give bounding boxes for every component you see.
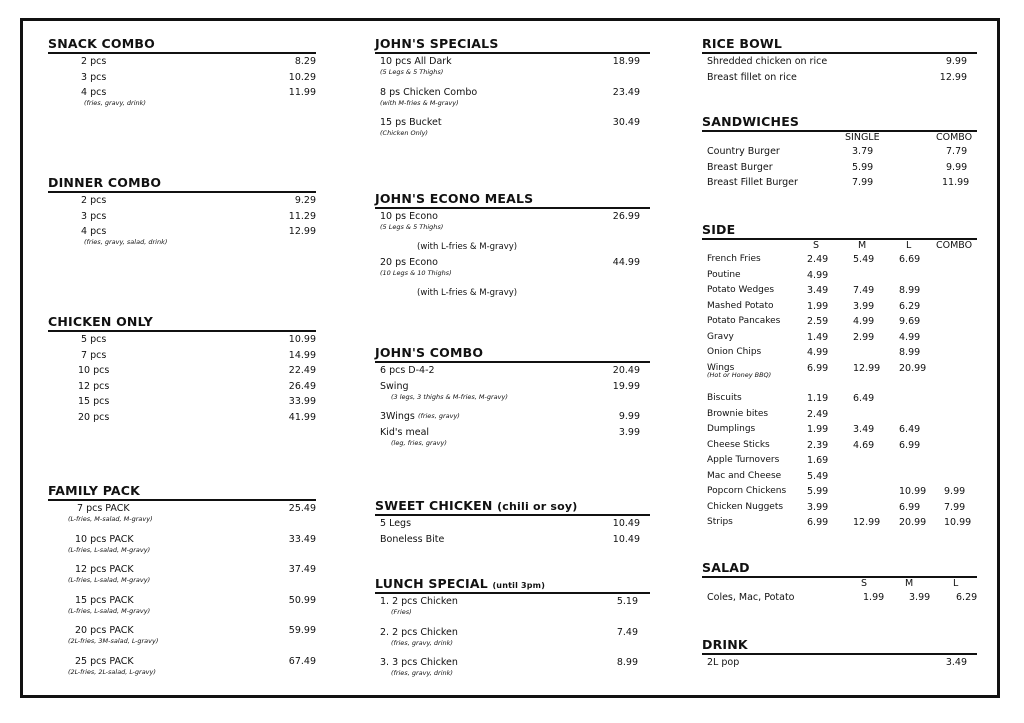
sweet-chicken-section bbox=[375, 498, 650, 547]
item-price: 25.49 bbox=[288, 503, 316, 514]
item-price: 18.99 bbox=[612, 56, 640, 67]
price-medium: 3.99 bbox=[909, 592, 931, 603]
item-name: 12 pcs PACK bbox=[75, 564, 134, 575]
item-name: Coles, Mac, Potato bbox=[707, 592, 795, 603]
item-name: Kid's meal bbox=[380, 426, 430, 438]
item-price: 10.99 bbox=[288, 334, 316, 345]
item-price: 9.99 bbox=[618, 411, 640, 422]
list-item bbox=[48, 224, 316, 255]
item-name: Potato Pancakes bbox=[707, 316, 781, 326]
item-price: 33.99 bbox=[288, 396, 316, 407]
column-header: SINGLE bbox=[845, 132, 880, 143]
list-item bbox=[375, 286, 650, 302]
item-with-note: (with L-fries & M-gravy) bbox=[417, 287, 518, 298]
list-item bbox=[702, 268, 977, 284]
list-item bbox=[48, 85, 316, 116]
item-price: 44.99 bbox=[612, 257, 640, 268]
section-subtitle: (until 3pm) bbox=[492, 581, 546, 590]
price-s: 4.99 bbox=[807, 347, 829, 358]
section-title: CHICKEN ONLY bbox=[48, 314, 316, 332]
price-m: 5.49 bbox=[853, 254, 875, 265]
item-note: (L-fries, M-salad, M-gravy) bbox=[68, 515, 153, 523]
item-price: 26.49 bbox=[288, 380, 316, 392]
item-name: 2. 2 pcs Chicken bbox=[380, 626, 458, 638]
list-item bbox=[48, 410, 316, 426]
list-item bbox=[48, 501, 316, 532]
list-item bbox=[702, 407, 977, 423]
list-item bbox=[48, 363, 316, 379]
column-header: M bbox=[905, 578, 914, 589]
list-item bbox=[375, 594, 650, 625]
price-l: 20.99 bbox=[899, 517, 927, 528]
list-item bbox=[375, 516, 650, 532]
list-item bbox=[375, 255, 650, 286]
item-price: 3.99 bbox=[618, 426, 640, 438]
price-combo: 10.99 bbox=[944, 517, 972, 528]
list-item bbox=[375, 363, 650, 379]
list-item bbox=[702, 70, 977, 86]
list-item bbox=[375, 655, 650, 686]
price-combo: 9.99 bbox=[944, 486, 966, 497]
item-price: 10.49 bbox=[612, 533, 640, 545]
side-list bbox=[702, 252, 977, 531]
item-name: Onion Chips bbox=[707, 347, 762, 357]
list-item bbox=[375, 379, 650, 410]
item-note: (5 Legs & 5 Thighs) bbox=[380, 68, 444, 76]
item-price: 3.49 bbox=[945, 657, 967, 668]
list-item bbox=[702, 175, 977, 191]
item-price: 14.99 bbox=[288, 349, 316, 361]
price-s: 5.99 bbox=[807, 486, 829, 497]
list-item bbox=[48, 379, 316, 395]
section-title: JOHN'S COMBO bbox=[375, 345, 650, 363]
item-price: 7.49 bbox=[616, 626, 638, 638]
item-price: 26.99 bbox=[612, 211, 640, 222]
price-s: 2.59 bbox=[807, 316, 829, 327]
item-name: 3 pcs bbox=[81, 71, 107, 83]
lunch-special-section bbox=[375, 576, 650, 686]
item-name: Boneless Bite bbox=[380, 533, 445, 545]
item-name: 10 pcs All Dark bbox=[380, 56, 452, 67]
section-title bbox=[375, 576, 650, 594]
price-single: 7.99 bbox=[852, 177, 874, 188]
list-item bbox=[375, 209, 650, 240]
item-with-note: (with L-fries & M-gravy) bbox=[417, 241, 518, 252]
item-note: (L-fries, L-salad, M-gravy) bbox=[68, 606, 151, 615]
item-name: Strips bbox=[707, 517, 733, 527]
item-price: 12.99 bbox=[939, 71, 967, 83]
item-note: (fries, gravy, drink) bbox=[391, 669, 453, 677]
list-item bbox=[702, 655, 977, 671]
list-item bbox=[48, 623, 316, 654]
item-note: (10 Legs & 10 Thighs) bbox=[380, 269, 452, 277]
column-header: COMBO bbox=[936, 132, 973, 143]
column-header: M bbox=[858, 240, 867, 251]
item-name: Country Burger bbox=[707, 146, 780, 157]
price-l: 9.69 bbox=[899, 316, 921, 327]
item-name: Gravy bbox=[707, 331, 734, 342]
list-item bbox=[702, 391, 977, 407]
price-s: 5.49 bbox=[807, 470, 829, 482]
item-note: (2L-fries, 3M-salad, L-gravy) bbox=[68, 637, 159, 645]
price-m: 4.99 bbox=[853, 316, 875, 327]
item-note: (leg, fries, gravy) bbox=[391, 438, 447, 447]
item-name: 15 pcs PACK bbox=[75, 594, 134, 606]
column-header: S bbox=[861, 578, 868, 589]
item-price: 11.29 bbox=[288, 210, 316, 222]
chicken-only-section bbox=[48, 314, 316, 425]
price-m: 2.99 bbox=[853, 331, 875, 343]
price-s: 6.99 bbox=[807, 517, 829, 528]
section-title: DRINK bbox=[702, 637, 977, 655]
column-header: L bbox=[953, 578, 959, 589]
item-note: (fries, gravy, drink) bbox=[84, 99, 146, 107]
list-item bbox=[375, 85, 650, 116]
item-name: 2 pcs bbox=[81, 56, 107, 67]
price-l: 20.99 bbox=[899, 362, 927, 374]
johns-econo-section bbox=[375, 191, 650, 301]
price-combo: 7.79 bbox=[946, 146, 968, 157]
item-price: 30.49 bbox=[612, 117, 640, 128]
list-item bbox=[702, 515, 977, 531]
section-title-text: LUNCH SPECIAL bbox=[375, 576, 488, 591]
item-price: 41.99 bbox=[288, 411, 316, 423]
item-note: (with M-fries & M-gravy) bbox=[380, 98, 459, 107]
price-l: 4.99 bbox=[899, 331, 921, 343]
list-item bbox=[375, 409, 650, 425]
list-item bbox=[702, 54, 977, 70]
item-name: 10 pcs bbox=[78, 365, 110, 376]
list-item bbox=[702, 330, 977, 346]
family-pack-section bbox=[48, 483, 316, 684]
item-name: Breast Burger bbox=[707, 161, 773, 173]
item-price: 33.49 bbox=[288, 533, 316, 545]
list-item bbox=[375, 54, 650, 85]
price-combo: 9.99 bbox=[946, 161, 968, 173]
price-s: 1.99 bbox=[807, 300, 829, 312]
list-item bbox=[702, 484, 977, 500]
item-name: Biscuits bbox=[707, 393, 742, 403]
price-s: 1.69 bbox=[807, 455, 829, 466]
item-name: 25 pcs PACK bbox=[75, 655, 134, 667]
item-name: 2 pcs bbox=[81, 195, 107, 206]
item-note: (2L-fries, 2L-salad, L-gravy) bbox=[68, 667, 156, 676]
list-item bbox=[48, 54, 316, 70]
price-s: 6.99 bbox=[807, 362, 829, 374]
section-title: JOHN'S SPECIALS bbox=[375, 36, 650, 54]
item-price: 50.99 bbox=[288, 594, 316, 606]
item-price: 8.99 bbox=[616, 657, 638, 668]
item-name: 3Wings bbox=[380, 411, 415, 422]
item-name: Wings bbox=[707, 362, 735, 373]
item-price: 10.29 bbox=[288, 71, 316, 83]
column-headers bbox=[702, 578, 977, 590]
price-l: 6.69 bbox=[899, 254, 921, 265]
price-l: 10.99 bbox=[899, 486, 927, 497]
item-name: 3 pcs bbox=[81, 210, 107, 222]
item-price: 59.99 bbox=[288, 625, 316, 636]
item-price: 9.99 bbox=[945, 56, 967, 67]
list-item bbox=[48, 562, 316, 593]
salad-section bbox=[702, 560, 977, 606]
item-name: French Fries bbox=[707, 254, 761, 264]
list-item bbox=[702, 469, 977, 485]
section-title: SIDE bbox=[702, 222, 977, 240]
section-title bbox=[375, 498, 650, 516]
item-name: 10 ps Econo bbox=[380, 211, 438, 222]
section-title: SALAD bbox=[702, 560, 977, 578]
price-m: 3.49 bbox=[853, 424, 875, 435]
item-name: 2L pop bbox=[707, 657, 740, 668]
price-m: 6.49 bbox=[853, 393, 875, 404]
item-price: 11.99 bbox=[288, 87, 316, 98]
price-combo: 11.99 bbox=[942, 177, 970, 188]
item-note: (3 legs, 3 thighs & M-fries, M-gravy) bbox=[391, 392, 508, 401]
item-name: 5 pcs bbox=[81, 334, 107, 345]
column-header: COMBO bbox=[936, 240, 973, 251]
item-note: (5 Legs & 5 Thighs) bbox=[380, 223, 444, 231]
item-name: 10 pcs PACK bbox=[75, 533, 134, 545]
price-s: 3.99 bbox=[807, 501, 829, 513]
price-s: 2.39 bbox=[807, 439, 829, 451]
item-name: Apple Turnovers bbox=[707, 455, 780, 465]
list-item bbox=[702, 299, 977, 315]
price-m: 7.49 bbox=[853, 285, 875, 296]
list-item bbox=[375, 532, 650, 548]
sandwiches-section bbox=[702, 114, 977, 191]
snack-combo-section bbox=[48, 36, 316, 116]
item-name: Breast Fillet Burger bbox=[707, 177, 798, 188]
item-price: 10.49 bbox=[612, 518, 640, 529]
column-headers bbox=[702, 240, 977, 252]
price-l: 6.29 bbox=[899, 300, 921, 312]
item-name: 4 pcs bbox=[81, 226, 107, 237]
item-name: Poutine bbox=[707, 269, 741, 280]
section-title: RICE BOWL bbox=[702, 36, 977, 54]
section-title: FAMILY PACK bbox=[48, 483, 316, 501]
price-s: 3.49 bbox=[807, 285, 829, 296]
list-item bbox=[48, 332, 316, 348]
item-name: 6 pcs D-4-2 bbox=[380, 365, 435, 376]
price-l: 8.99 bbox=[899, 347, 921, 358]
price-s: 1.99 bbox=[807, 424, 829, 435]
item-name: 3. 3 pcs Chicken bbox=[380, 657, 458, 668]
section-subtitle: (chili or soy) bbox=[497, 500, 578, 513]
list-item bbox=[375, 425, 650, 456]
item-name: 1. 2 pcs Chicken bbox=[380, 596, 458, 607]
item-price: 8.29 bbox=[294, 56, 316, 67]
list-item bbox=[702, 252, 977, 268]
price-l: 6.99 bbox=[899, 501, 921, 513]
item-price: 37.49 bbox=[288, 564, 316, 575]
list-item bbox=[702, 422, 977, 438]
item-name: 20 pcs PACK bbox=[75, 625, 134, 636]
price-s: 4.99 bbox=[807, 269, 829, 281]
item-name: 20 ps Econo bbox=[380, 257, 438, 268]
column-header: S bbox=[813, 240, 820, 251]
item-note: (Fries) bbox=[391, 608, 412, 616]
item-name: 8 ps Chicken Combo bbox=[380, 86, 478, 98]
list-item bbox=[702, 160, 977, 176]
item-name: 4 pcs bbox=[81, 87, 107, 98]
item-name: Mashed Potato bbox=[707, 300, 774, 311]
item-name: Swing bbox=[380, 380, 409, 392]
item-name: 12 pcs bbox=[78, 380, 110, 392]
item-name: 7 pcs bbox=[81, 349, 107, 361]
item-note: (L-fries, L-salad, M-gravy) bbox=[68, 545, 151, 554]
list-item bbox=[702, 361, 977, 392]
price-l: 8.99 bbox=[899, 285, 921, 296]
price-l: 6.99 bbox=[899, 439, 921, 451]
price-m: 3.99 bbox=[853, 300, 875, 312]
list-item bbox=[702, 500, 977, 516]
item-price: 12.99 bbox=[288, 226, 316, 237]
list-item bbox=[702, 144, 977, 160]
list-item bbox=[48, 654, 316, 685]
price-small: 1.99 bbox=[863, 592, 885, 603]
item-name: Chicken Nuggets bbox=[707, 501, 784, 512]
price-s: 1.19 bbox=[807, 393, 829, 404]
section-title: JOHN'S ECONO MEALS bbox=[375, 191, 650, 209]
price-s: 2.49 bbox=[807, 408, 829, 420]
list-item bbox=[48, 70, 316, 86]
section-title: SANDWICHES bbox=[702, 114, 977, 132]
price-s: 1.49 bbox=[807, 331, 829, 343]
list-item bbox=[48, 193, 316, 209]
list-item bbox=[48, 532, 316, 563]
price-single: 5.99 bbox=[852, 161, 874, 173]
item-name: Dumplings bbox=[707, 424, 756, 434]
list-item bbox=[702, 453, 977, 469]
item-price: 5.19 bbox=[616, 596, 638, 607]
list-item bbox=[375, 625, 650, 656]
list-item bbox=[375, 115, 650, 146]
list-item bbox=[702, 438, 977, 454]
item-price: 67.49 bbox=[288, 655, 316, 667]
list-item bbox=[702, 283, 977, 299]
item-name: Popcorn Chickens bbox=[707, 486, 787, 496]
item-name: Shredded chicken on rice bbox=[707, 56, 828, 67]
section-title-text: SWEET CHICKEN bbox=[375, 498, 493, 513]
column-header: L bbox=[906, 240, 912, 251]
item-note: (fries, gravy, salad, drink) bbox=[84, 238, 168, 246]
item-price: 20.49 bbox=[612, 365, 640, 376]
item-note: (L-fries, L-salad, M-gravy) bbox=[68, 576, 151, 584]
list-item bbox=[702, 345, 977, 361]
drink-section bbox=[702, 637, 977, 671]
section-title: DINNER COMBO bbox=[48, 175, 316, 193]
item-price: 22.49 bbox=[288, 365, 316, 376]
dinner-combo-section bbox=[48, 175, 316, 255]
price-m: 4.69 bbox=[853, 439, 875, 451]
rice-bowl-section bbox=[702, 36, 977, 85]
price-l: 6.49 bbox=[899, 424, 921, 435]
list-item bbox=[48, 348, 316, 364]
item-note: (Chicken Only) bbox=[380, 129, 428, 137]
list-item bbox=[375, 240, 650, 256]
price-m: 12.99 bbox=[853, 362, 881, 374]
item-price: 9.29 bbox=[294, 195, 316, 206]
price-s: 2.49 bbox=[807, 254, 829, 265]
price-single: 3.79 bbox=[852, 146, 874, 157]
price-large: 6.29 bbox=[956, 592, 978, 603]
item-name: Mac and Cheese bbox=[707, 470, 782, 481]
side-section bbox=[702, 222, 977, 531]
item-note: (fries, gravy) bbox=[418, 412, 460, 420]
list-item bbox=[48, 394, 316, 410]
item-name: 7 pcs PACK bbox=[77, 503, 130, 514]
johns-specials-section bbox=[375, 36, 650, 146]
list-item bbox=[702, 314, 977, 330]
column-headers bbox=[702, 132, 977, 144]
list-item bbox=[48, 593, 316, 624]
item-name: Cheese Sticks bbox=[707, 439, 770, 450]
item-name: 20 pcs bbox=[78, 411, 110, 423]
item-note: (fries, gravy, drink) bbox=[391, 638, 453, 647]
item-name: 15 pcs bbox=[78, 396, 110, 407]
item-name: 5 Legs bbox=[380, 518, 412, 529]
item-name: Breast fillet on rice bbox=[707, 71, 797, 83]
item-price: 23.49 bbox=[612, 86, 640, 98]
price-combo: 7.99 bbox=[944, 501, 966, 513]
section-title: SNACK COMBO bbox=[48, 36, 316, 54]
price-m: 12.99 bbox=[853, 517, 881, 528]
list-item bbox=[702, 590, 977, 606]
item-name: 15 ps Bucket bbox=[380, 117, 442, 128]
item-note: (Hot or Honey BBQ) bbox=[707, 370, 772, 379]
johns-combo-section bbox=[375, 345, 650, 455]
item-name: Potato Wedges bbox=[707, 285, 775, 295]
list-item bbox=[48, 209, 316, 225]
item-name: Brownie bites bbox=[707, 408, 769, 419]
item-price: 19.99 bbox=[612, 380, 640, 392]
